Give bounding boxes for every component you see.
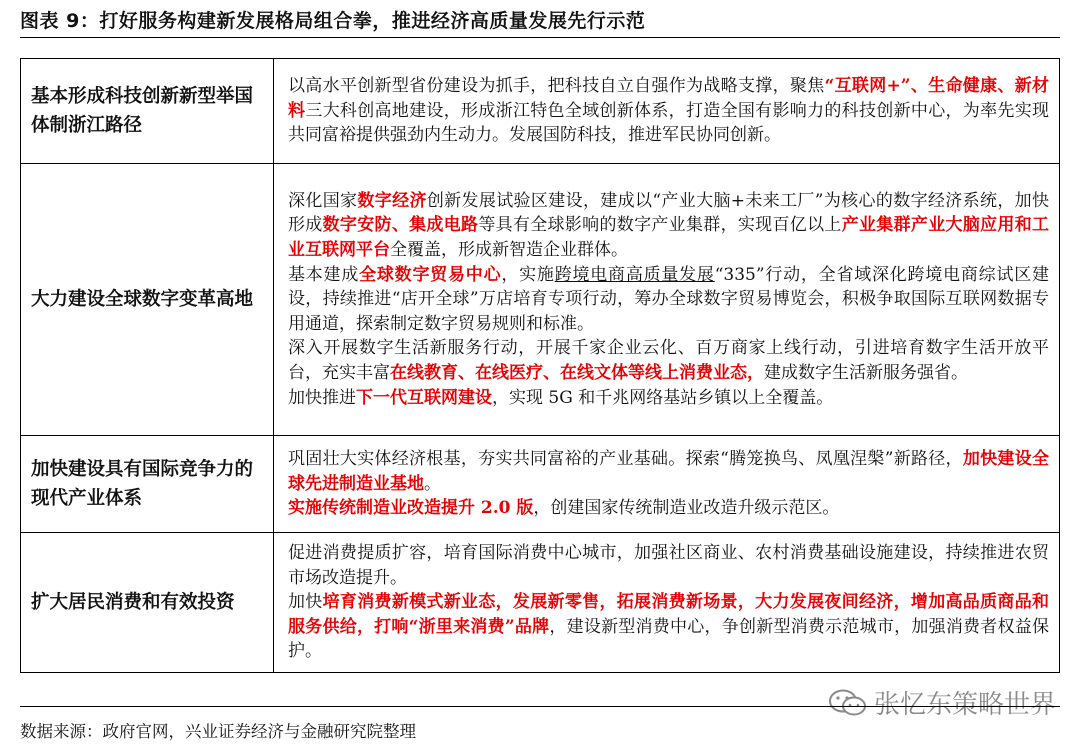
highlighted-text: 数字安防、集成电路 xyxy=(322,215,479,236)
description-paragraph xyxy=(288,189,1049,263)
text-segment: 以高水平创新型省份建设为抓手，把科技自立自强作为战略支撑，聚焦 xyxy=(288,76,825,97)
description-paragraph xyxy=(288,386,1049,411)
row-description xyxy=(274,533,1060,673)
row-description xyxy=(274,164,1060,436)
text-segment: 创新发展试验区建设，建成以“产业大脑+未来工厂”为核心的数字经济系统，加快形成 xyxy=(288,190,1050,236)
text-segment: 三大科创高地建设，形成浙江特色全域创新体系，打造全国有影响力的科技创新中心，为率先实现共同富裕提供强劲内生动力。发展国防科技，推进军民协同创新。 xyxy=(288,100,1050,146)
description-paragraph xyxy=(288,590,1049,664)
description-paragraph xyxy=(288,496,1049,521)
policy-table xyxy=(20,58,1060,673)
text-segment: 加快 xyxy=(288,592,323,613)
row-description xyxy=(274,59,1060,164)
footer-divider xyxy=(20,706,1060,707)
text-segment: 深化国家 xyxy=(288,190,358,211)
text-segment: ，建设新型消费中心，争创新型消费示范城市，加强消费者权益保护。 xyxy=(288,616,1050,662)
highlighted-text: 数字经济 xyxy=(357,190,427,211)
table-row xyxy=(21,533,1060,673)
row-description xyxy=(274,436,1060,533)
source-note: 数据来源：政府官网，兴业证券经济与金融研究院整理 xyxy=(20,722,416,741)
text-segment: 。 xyxy=(424,473,441,494)
highlighted-text: 实施传统制造业改造提升 2.0 版 xyxy=(288,498,534,519)
row-category: 加快建设具有国际竞争力的现代产业体系 xyxy=(21,436,274,533)
description-paragraph xyxy=(288,74,1049,148)
highlighted-text: 下一代互联网建设 xyxy=(356,387,492,408)
highlighted-text: 全球数字贸易中心 xyxy=(359,264,502,285)
row-category: 大力建设全球数字变革高地 xyxy=(21,164,274,436)
text-segment: 建成数字生活新服务强省。 xyxy=(764,362,968,383)
text-segment: 促进消费提质扩容，培育国际消费中心城市，加强社区商业、农村消费基础设施建设，持续推进农贸市场改造提升。 xyxy=(288,543,1049,588)
table-row xyxy=(21,436,1060,533)
highlighted-text: 加快建设全球先进制造业基地 xyxy=(288,449,1049,494)
description-paragraph xyxy=(288,263,1049,337)
row-category: 扩大居民消费和有效投资 xyxy=(21,533,274,673)
highlighted-text: 培育消费新模式新业态，发展新零售，拓展消费新场景，大力发展夜间经济，增加高品质商品和服务供给，打响“浙里来消费”品牌 xyxy=(288,592,1050,637)
table-row xyxy=(21,164,1060,436)
title-divider xyxy=(20,37,1060,38)
highlighted-text: “互联网+”、生命健康、新材料 xyxy=(288,76,1049,121)
highlighted-text: 产业集群产业大脑应用和工业互联网平台 xyxy=(288,215,1050,261)
description-paragraph xyxy=(288,541,1049,590)
description-paragraph xyxy=(288,336,1049,385)
watermark xyxy=(828,684,1056,721)
row-category: 基本形成科技创新新型举国体制浙江路径 xyxy=(21,59,274,164)
text-segment: 等具有全球影响的数字产业集群，实现百亿以上 xyxy=(478,215,842,236)
wechat-icon xyxy=(828,688,868,718)
text-segment: ，创建国家传统制造业改造升级示范区。 xyxy=(533,498,840,519)
text-segment: 全覆盖，形成新智造企业群体。 xyxy=(390,240,628,261)
text-segment: ，实施 xyxy=(501,264,555,285)
text-segment: 基本建成 xyxy=(288,264,360,285)
text-segment: 巩固壮大实体经济根基，夯实共同富裕的产业基础。探索“腾笼换鸟、凤凰涅槃”新路径， xyxy=(288,449,963,470)
text-segment: 深入开展数字生活新服务行动，开展千家企业云化、百万商家上线行动，引进培育数字生活开放平台，充实丰富 xyxy=(288,338,1049,383)
table-row xyxy=(21,59,1060,164)
text-segment: 加快推进 xyxy=(288,387,356,408)
highlighted-text: 在线教育、在线医疗、在线文体等线上消费业态， xyxy=(390,362,764,383)
text-segment: 跨境电商高质量发展 xyxy=(554,264,715,285)
figure-title: 图表 9：打好服务构建新发展格局组合拳，推进经济高质量发展先行示范 xyxy=(20,10,646,32)
watermark-text: 张忆东策略世界 xyxy=(873,690,1056,720)
description-paragraph xyxy=(288,447,1049,496)
text-segment: ，实现 5G 和千兆网络基站乡镇以上全覆盖。 xyxy=(492,387,834,408)
text-segment: “335”行动，全省域深化跨境电商综试区建设，持续推进“店开全球”万店培育专项行动，筹办全球数字贸易博览会，积极争取国际互联网数据专用通道，探索制定数字贸易规则和标准。 xyxy=(288,264,1050,334)
